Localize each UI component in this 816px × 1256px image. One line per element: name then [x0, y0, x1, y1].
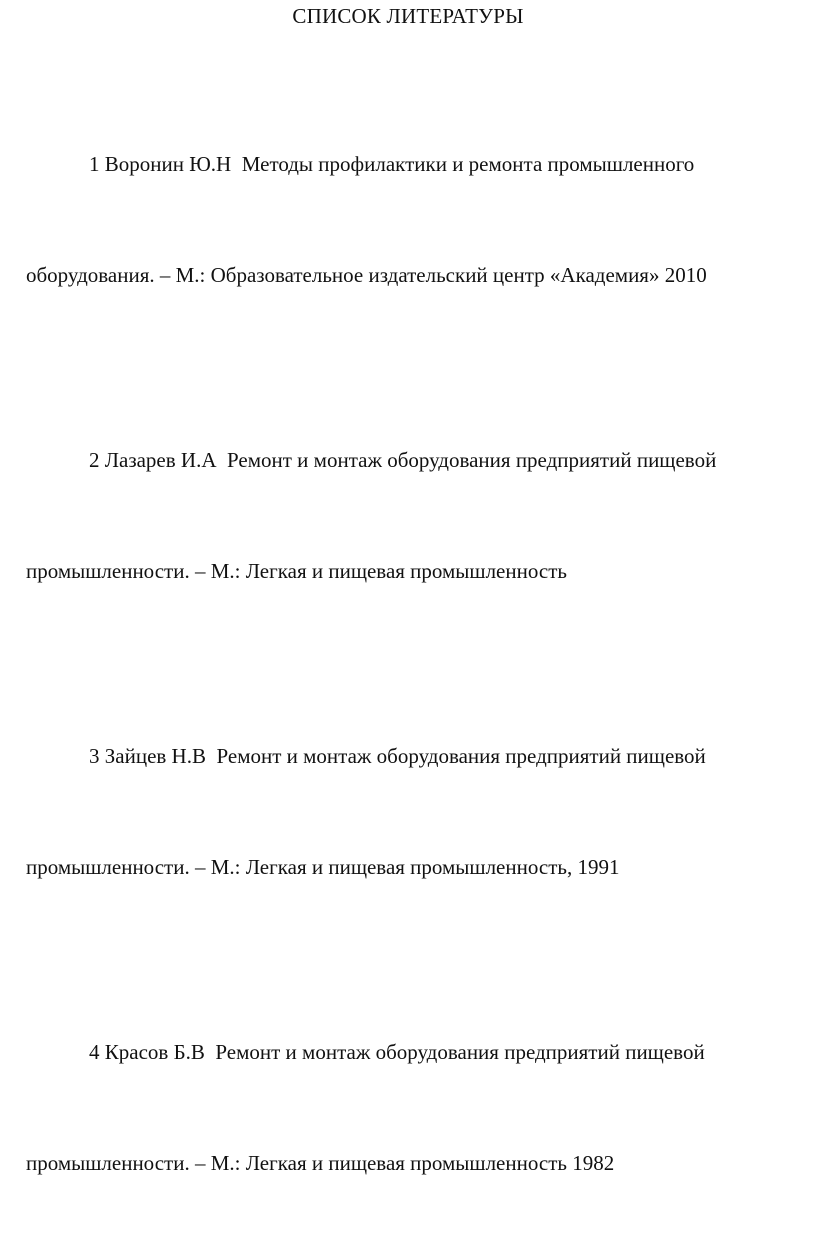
reference-item	[26, 368, 756, 664]
reference-line: 2 Лазарев И.А Ремонт и монтаж оборудования предприятий пищевой	[89, 448, 717, 472]
reference-line: промышленности. – М.: Легкая и пищевая промышленность	[26, 559, 567, 583]
reference-line: 1 Воронин Ю.Н Методы профилактики и ремонта промышленного	[89, 152, 695, 176]
reference-item	[26, 72, 756, 368]
reference-line: оборудования. – М.: Образовательное издательский центр «Академия» 2010	[26, 263, 707, 287]
reference-line: промышленности. – М.: Легкая и пищевая промышленность 1982	[26, 1151, 615, 1175]
reference-item	[26, 664, 756, 960]
page-title: СПИСОК ЛИТЕРАТУРЫ	[292, 4, 524, 28]
reference-list	[26, 72, 756, 1256]
reference-line: промышленности. – М.: Легкая и пищевая промышленность, 1991	[26, 855, 620, 879]
reference-line: 4 Красов Б.В Ремонт и монтаж оборудования предприятий пищевой	[89, 1040, 705, 1064]
reference-line: 3 Зайцев Н.В Ремонт и монтаж оборудования предприятий пищевой	[89, 744, 706, 768]
reference-item	[26, 960, 756, 1256]
